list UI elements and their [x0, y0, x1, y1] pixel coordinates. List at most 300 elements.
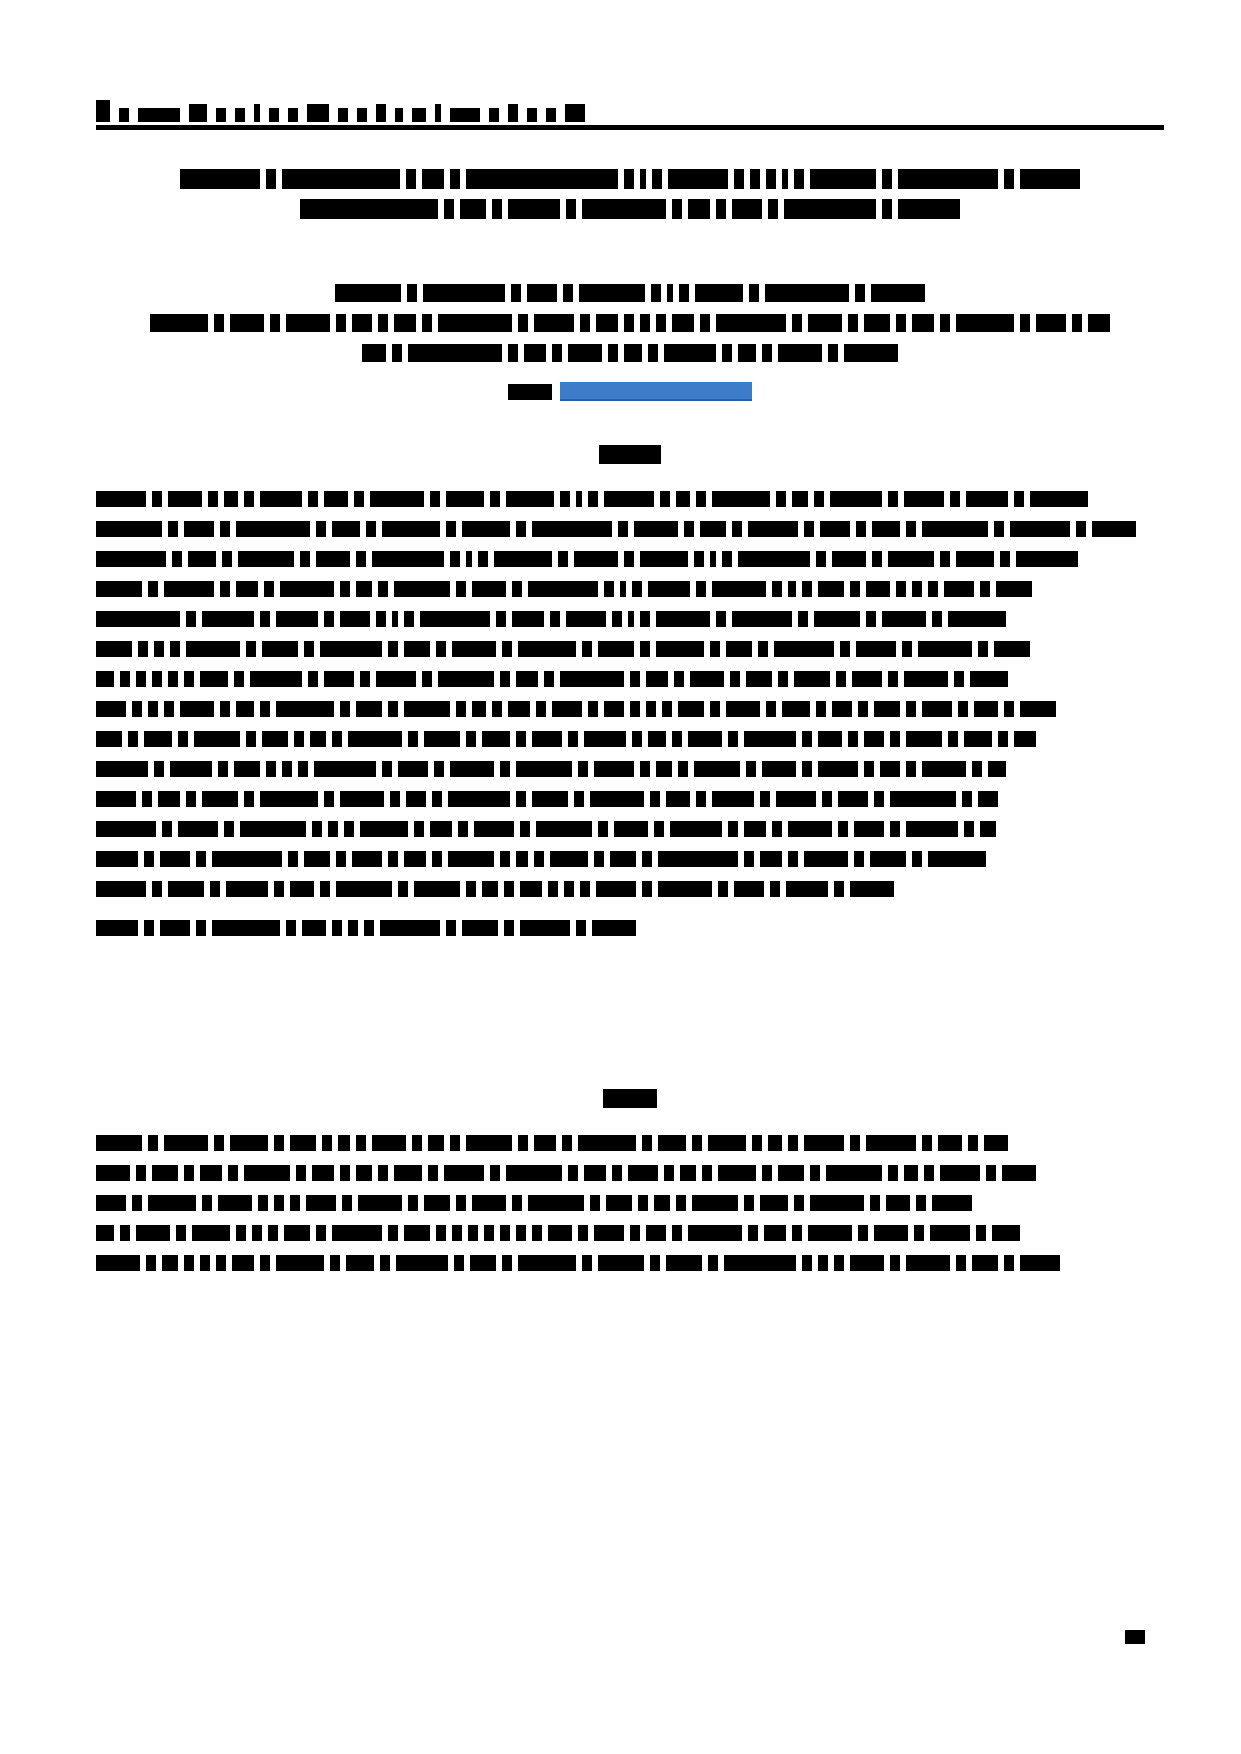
text-redaction — [518, 641, 576, 657]
text-redaction — [338, 1135, 350, 1151]
introduction-section — [96, 1088, 1164, 1282]
text-redaction — [478, 551, 488, 567]
text-redaction — [1072, 314, 1082, 332]
text-redaction — [210, 881, 220, 897]
text-redaction — [238, 551, 294, 567]
text-redaction — [816, 701, 826, 717]
text-redaction — [176, 1225, 186, 1241]
text-redaction — [788, 581, 796, 597]
text-redaction — [328, 821, 338, 837]
text-redaction — [236, 701, 254, 717]
text-redaction — [308, 671, 318, 687]
text-redaction — [422, 314, 432, 332]
text-redaction — [324, 671, 354, 687]
text-redaction — [656, 641, 704, 657]
text-redaction — [452, 641, 496, 657]
text-redaction — [902, 641, 912, 657]
text-redaction — [1030, 491, 1088, 507]
text-redaction — [422, 671, 432, 687]
text-redaction — [128, 731, 138, 747]
text-redaction — [170, 641, 180, 657]
text-redaction — [394, 1165, 422, 1181]
email-prefix-redaction — [508, 384, 552, 400]
text-redaction — [398, 881, 408, 897]
text-redaction — [96, 671, 114, 687]
text-redaction — [938, 1135, 962, 1151]
redacted-text-line — [96, 1162, 1164, 1183]
text-redaction — [270, 314, 280, 332]
text-redaction — [342, 1195, 352, 1211]
text-redaction — [164, 1135, 208, 1151]
text-redaction — [642, 881, 652, 897]
text-redaction — [168, 521, 178, 537]
text-redaction — [260, 491, 302, 507]
redacted-text-line — [96, 848, 1164, 869]
text-redaction — [594, 1225, 624, 1241]
text-redaction — [456, 1195, 466, 1211]
text-redaction — [164, 701, 174, 717]
text-redaction — [788, 851, 798, 867]
text-redaction — [188, 551, 216, 567]
text-redaction — [340, 701, 350, 717]
text-redaction — [454, 1255, 464, 1271]
text-redaction — [232, 1255, 254, 1271]
text-redaction — [196, 920, 206, 936]
text-redaction — [504, 920, 514, 936]
text-redaction — [310, 731, 326, 747]
text-redaction — [508, 701, 530, 717]
text-redaction — [588, 701, 598, 717]
text-redaction — [656, 761, 672, 777]
text-redaction — [300, 199, 438, 219]
text-redaction — [568, 344, 602, 362]
text-redaction — [712, 581, 766, 597]
text-redaction — [672, 199, 682, 219]
text-redaction — [576, 491, 582, 507]
text-redaction — [372, 1135, 406, 1151]
email-link[interactable] — [560, 382, 752, 401]
text-redaction — [724, 1255, 796, 1271]
text-redaction — [388, 641, 398, 657]
text-redaction — [734, 169, 744, 189]
text-redaction — [774, 641, 834, 657]
text-redaction — [940, 1165, 980, 1181]
text-redaction — [836, 671, 846, 687]
text-redaction — [634, 521, 678, 537]
text-redaction — [628, 1165, 658, 1181]
text-redaction — [640, 761, 650, 777]
text-redaction — [536, 701, 546, 717]
text-redaction — [290, 1135, 316, 1151]
text-redaction — [332, 920, 342, 936]
text-redaction — [880, 761, 900, 777]
text-redaction — [1002, 1165, 1036, 1181]
text-redaction — [246, 731, 256, 747]
text-redaction — [214, 1135, 224, 1151]
text-redaction — [336, 314, 346, 332]
text-redaction — [96, 1165, 130, 1181]
text-redaction — [658, 1135, 686, 1151]
redacted-text-line — [96, 698, 1164, 719]
text-redaction — [512, 1195, 522, 1211]
text-redaction — [150, 314, 208, 332]
text-redaction — [490, 491, 500, 507]
text-redaction — [660, 491, 670, 507]
text-redaction — [760, 1195, 788, 1211]
text-redaction — [852, 671, 882, 687]
text-redaction — [798, 611, 808, 627]
text-redaction — [274, 881, 284, 897]
text-redaction — [1020, 1255, 1060, 1271]
text-redaction — [866, 1135, 916, 1151]
text-redaction — [760, 791, 770, 807]
text-redaction — [96, 1225, 114, 1241]
text-redaction — [710, 551, 716, 567]
text-redaction — [404, 851, 426, 867]
text-redaction — [332, 521, 360, 537]
text-redaction — [220, 701, 230, 717]
text-redaction — [96, 881, 146, 897]
text-redaction — [352, 314, 372, 332]
text-redaction — [550, 611, 560, 627]
text-redaction — [628, 611, 634, 627]
text-redaction — [678, 761, 688, 777]
text-redaction — [516, 851, 528, 867]
text-redaction — [678, 701, 704, 717]
text-redaction — [896, 581, 906, 597]
paragraph — [96, 917, 1164, 938]
text-redaction — [436, 641, 446, 657]
text-redaction — [980, 581, 990, 597]
text-redaction — [356, 581, 372, 597]
text-redaction — [524, 344, 546, 362]
text-redaction — [244, 791, 254, 807]
text-redaction — [922, 1135, 932, 1151]
text-redaction — [594, 761, 634, 777]
text-redaction — [765, 284, 849, 302]
text-redaction — [782, 701, 810, 717]
text-redaction — [298, 761, 308, 777]
text-redaction — [802, 581, 812, 597]
text-redaction — [578, 1225, 588, 1241]
text-redaction — [728, 731, 738, 747]
text-redaction — [511, 284, 521, 302]
text-redaction — [136, 671, 146, 687]
text-redaction — [651, 284, 661, 302]
text-redaction — [746, 671, 772, 687]
text-redaction — [404, 641, 430, 657]
text-redaction — [354, 491, 364, 507]
text-redaction — [302, 920, 326, 936]
text-redaction — [422, 169, 444, 189]
text-redaction — [744, 1195, 754, 1211]
text-redaction — [460, 199, 486, 219]
text-redaction — [998, 731, 1008, 747]
text-redaction — [360, 821, 408, 837]
text-redaction — [1004, 169, 1014, 189]
text-redaction — [96, 611, 180, 627]
text-redaction — [648, 731, 666, 747]
text-redaction — [274, 1195, 284, 1211]
text-redaction — [136, 1165, 146, 1181]
text-redaction — [500, 1225, 510, 1241]
text-redaction — [335, 284, 401, 302]
text-redaction — [864, 761, 874, 777]
text-redaction — [888, 671, 898, 687]
text-redaction — [802, 1255, 812, 1271]
text-redaction — [820, 521, 850, 537]
text-redaction — [230, 314, 264, 332]
text-redaction — [438, 314, 512, 332]
text-redaction — [358, 1195, 402, 1211]
redacted-text-line — [96, 488, 1164, 509]
text-redaction — [958, 701, 968, 717]
text-redaction — [850, 581, 860, 597]
text-redaction — [794, 1195, 804, 1211]
text-redaction — [710, 641, 720, 657]
text-redaction — [856, 641, 896, 657]
text-redaction — [192, 1225, 230, 1241]
redacted-text-line — [96, 1192, 1164, 1213]
text-redaction — [762, 344, 772, 362]
text-redaction — [568, 731, 578, 747]
text-redaction — [322, 1135, 332, 1151]
text-redaction — [142, 791, 152, 807]
text-redaction — [618, 521, 628, 537]
text-redaction — [260, 701, 270, 717]
text-redaction — [282, 761, 292, 777]
text-redaction — [666, 791, 690, 807]
text-redaction — [380, 1255, 390, 1271]
text-redaction — [450, 551, 460, 567]
text-redaction — [674, 671, 684, 687]
text-redaction — [456, 581, 466, 597]
text-redaction — [744, 821, 766, 837]
text-redaction — [202, 1195, 212, 1211]
text-redaction — [458, 821, 468, 837]
text-redaction — [598, 641, 634, 657]
text-redaction — [428, 1135, 444, 1151]
text-redaction — [356, 1135, 366, 1151]
text-redaction — [152, 881, 162, 897]
text-redaction — [776, 491, 786, 507]
introduction-body — [96, 1132, 1164, 1273]
text-redaction — [850, 881, 894, 897]
text-redaction — [648, 581, 690, 597]
text-redaction — [904, 671, 948, 687]
text-redaction — [694, 551, 704, 567]
text-redaction — [276, 701, 334, 717]
text-redaction — [336, 851, 346, 867]
text-redaction — [520, 920, 570, 936]
text-redaction — [518, 314, 528, 332]
text-redaction — [450, 169, 460, 189]
text-redaction — [766, 169, 776, 189]
text-redaction — [752, 1135, 762, 1151]
text-redaction — [1020, 701, 1056, 717]
text-redaction — [370, 491, 424, 507]
text-redaction — [590, 791, 644, 807]
paragraph — [96, 1132, 1164, 1273]
text-redaction — [276, 1255, 324, 1271]
text-redaction — [560, 671, 624, 687]
text-redaction — [1014, 491, 1024, 507]
text-redaction — [472, 1195, 506, 1211]
text-redaction — [534, 1135, 556, 1151]
text-redaction — [944, 581, 974, 597]
text-redaction — [152, 671, 162, 687]
text-redaction — [930, 1225, 970, 1241]
text-redaction — [438, 671, 494, 687]
text-redaction — [948, 611, 1006, 627]
text-redaction — [96, 1255, 140, 1271]
text-redaction — [738, 344, 756, 362]
text-redaction — [380, 920, 440, 936]
text-redaction — [378, 1165, 388, 1181]
redacted-text-line — [96, 878, 1164, 899]
text-redaction — [186, 791, 196, 807]
header-mark — [435, 104, 441, 122]
text-redaction — [898, 169, 998, 189]
page-header — [96, 96, 1164, 130]
text-redaction — [864, 731, 884, 747]
text-redaction — [234, 671, 244, 687]
header-mark — [119, 108, 129, 122]
header-mark — [235, 108, 245, 122]
text-redaction — [750, 169, 760, 189]
text-redaction — [448, 851, 494, 867]
text-redaction — [472, 701, 486, 717]
text-redaction — [224, 821, 234, 837]
text-redaction — [404, 1225, 430, 1241]
text-redaction — [144, 920, 154, 936]
text-redaction — [794, 169, 804, 189]
text-redaction — [954, 671, 964, 687]
header-mark — [288, 108, 298, 122]
text-redaction — [826, 1165, 882, 1181]
text-redaction — [810, 169, 876, 189]
text-redaction — [668, 169, 728, 189]
text-redaction — [500, 671, 510, 687]
text-redaction — [528, 1195, 584, 1211]
text-redaction — [748, 521, 798, 537]
text-redaction — [330, 1255, 340, 1271]
text-redaction — [186, 611, 196, 627]
text-redaction — [260, 791, 318, 807]
text-redaction — [722, 551, 732, 567]
text-redaction — [1020, 314, 1030, 332]
text-redaction — [1004, 701, 1014, 717]
text-redaction — [630, 701, 640, 717]
text-redaction — [858, 1225, 868, 1241]
header-mark — [216, 108, 226, 122]
redacted-text-line — [96, 668, 1164, 689]
header-mark — [307, 104, 329, 122]
text-redaction — [312, 1165, 334, 1181]
text-redaction — [96, 521, 162, 537]
text-redaction — [994, 641, 1030, 657]
text-redaction — [152, 491, 162, 507]
text-redaction — [164, 581, 214, 597]
text-redaction — [312, 821, 322, 837]
text-redaction — [552, 344, 562, 362]
header-mark — [565, 104, 585, 122]
text-redaction — [814, 491, 824, 507]
text-redaction — [728, 821, 738, 837]
text-redaction — [506, 491, 554, 507]
text-redaction — [770, 881, 780, 897]
text-redaction — [898, 199, 960, 219]
text-redaction — [558, 551, 568, 567]
text-redaction — [844, 344, 898, 362]
text-redaction — [228, 1165, 238, 1181]
text-redaction — [200, 671, 228, 687]
text-redaction — [148, 1195, 196, 1211]
text-redaction — [548, 881, 558, 897]
text-redaction — [584, 1165, 606, 1181]
text-redaction — [890, 791, 956, 807]
text-redaction — [170, 761, 212, 777]
text-redaction — [490, 1165, 500, 1181]
text-redaction — [834, 881, 844, 897]
text-redaction — [456, 701, 466, 717]
text-redaction — [484, 1225, 494, 1241]
text-redaction — [810, 1165, 820, 1181]
text-redaction — [184, 671, 194, 687]
text-redaction — [132, 1195, 142, 1211]
text-redaction — [598, 1255, 644, 1271]
text-redaction — [912, 581, 922, 597]
text-redaction — [236, 581, 258, 597]
text-redaction — [912, 851, 922, 867]
text-redaction — [406, 169, 416, 189]
header-mark — [138, 108, 180, 122]
text-redaction — [870, 851, 906, 867]
text-redaction — [614, 821, 648, 837]
text-redaction — [726, 701, 760, 717]
text-redaction — [670, 821, 722, 837]
section-heading-redaction — [599, 444, 661, 465]
text-redaction — [888, 551, 934, 567]
text-redaction — [608, 344, 618, 362]
text-redaction — [404, 611, 414, 627]
text-redaction — [320, 881, 330, 897]
text-redaction — [266, 169, 276, 189]
text-redaction — [562, 1135, 572, 1151]
text-redaction — [382, 521, 440, 537]
text-redaction — [494, 551, 552, 567]
text-redaction — [866, 611, 876, 627]
text-redaction — [264, 581, 274, 597]
page-number — [1125, 1628, 1145, 1646]
section-heading-redaction — [603, 1088, 657, 1109]
text-redaction — [890, 731, 900, 747]
redacted-text-line — [96, 638, 1164, 659]
text-redaction — [966, 491, 1008, 507]
text-redaction — [482, 881, 498, 897]
text-redaction — [516, 1225, 526, 1241]
text-redaction — [672, 731, 682, 747]
text-redaction — [406, 791, 426, 807]
text-redaction — [482, 731, 510, 747]
text-redaction — [516, 761, 572, 777]
text-redaction — [466, 169, 618, 189]
text-redaction — [288, 851, 298, 867]
text-redaction — [904, 1165, 918, 1181]
text-redaction — [444, 199, 454, 219]
text-redaction — [730, 671, 740, 687]
text-redaction — [1014, 731, 1036, 747]
